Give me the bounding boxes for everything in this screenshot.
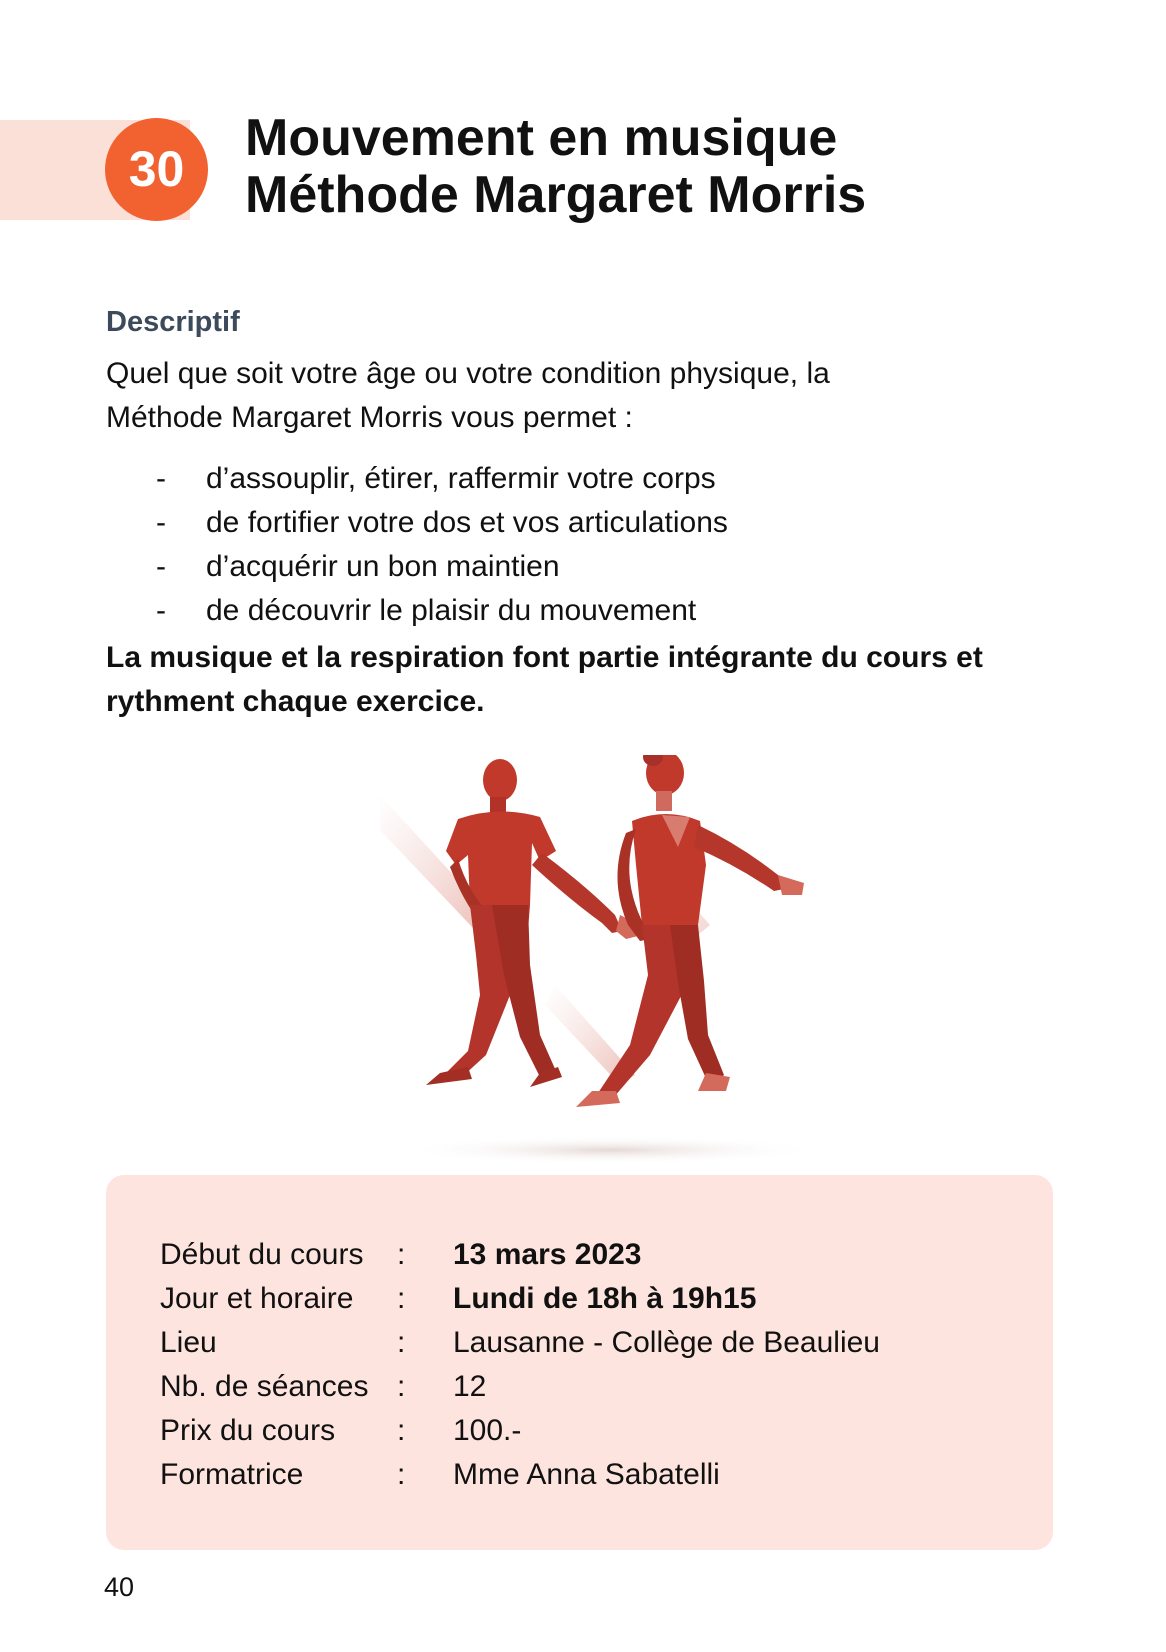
page-number: 40 [104,1572,135,1602]
info-value: 100.- [453,1414,522,1447]
bullet-dash: - [156,594,166,627]
benefit-text: de fortifier votre dos et vos articulations [206,506,728,539]
benefit-text: d’assouplir, étirer, raffermir votre corps [206,462,716,495]
info-label: Nb. de séances [160,1370,369,1403]
emphasis-text: La musique et la respiration font partie intégrante du cours et rythment chaque exercice. [106,641,983,718]
info-separator: : [397,1282,406,1315]
benefit-item [106,545,1066,589]
info-label: Jour et horaire [160,1282,354,1315]
info-label: Début du cours [160,1238,364,1271]
benefit-item [106,501,1066,545]
course-title-line-2: Méthode Margaret Morris [245,166,867,224]
info-separator: : [397,1414,406,1447]
description-intro-line-2: Méthode Margaret Morris vous permet : [106,401,633,434]
male-dancer [426,759,642,1087]
info-value: Lausanne - Collège de Beaulieu [453,1326,880,1359]
info-row-schedule [160,1277,880,1321]
benefit-text: de découvrir le plaisir du mouvement [206,594,697,627]
info-separator: : [397,1326,406,1359]
info-value: Lundi de 18h à 19h15 [453,1282,757,1315]
info-label: Prix du cours [160,1414,336,1447]
info-separator: : [397,1458,406,1491]
info-value: Mme Anna Sabatelli [453,1458,720,1491]
info-value: 13 mars 2023 [453,1238,642,1271]
course-title [245,110,866,224]
bullet-dash: - [156,550,166,583]
floor-shadow [400,1136,820,1164]
description-heading: Descriptif [106,306,240,338]
course-info-table [160,1233,880,1497]
info-separator: : [397,1370,406,1403]
description-intro [106,352,1066,440]
info-row-location [160,1321,880,1365]
benefit-item [106,457,1066,501]
info-value: 12 [453,1370,487,1403]
benefit-text: d’acquérir un bon maintien [206,550,560,583]
info-label: Lieu [160,1326,217,1359]
dancers-illustration [380,755,860,1175]
benefits-list [106,457,1066,633]
course-info-box [106,1175,1053,1550]
bullet-dash: - [156,506,166,539]
description-intro-line-1: Quel que soit votre âge ou votre condition physique, la [106,357,830,390]
info-label: Formatrice [160,1458,304,1491]
info-row-price [160,1409,880,1453]
info-row-trainer [160,1453,880,1497]
benefit-item [106,589,1066,633]
course-number-badge: 30 [105,118,208,221]
info-row-sessions [160,1365,880,1409]
info-separator: : [397,1238,406,1271]
course-title-line-1: Mouvement en musique [245,109,838,167]
bullet-dash: - [156,462,166,495]
info-row-start [160,1233,880,1277]
